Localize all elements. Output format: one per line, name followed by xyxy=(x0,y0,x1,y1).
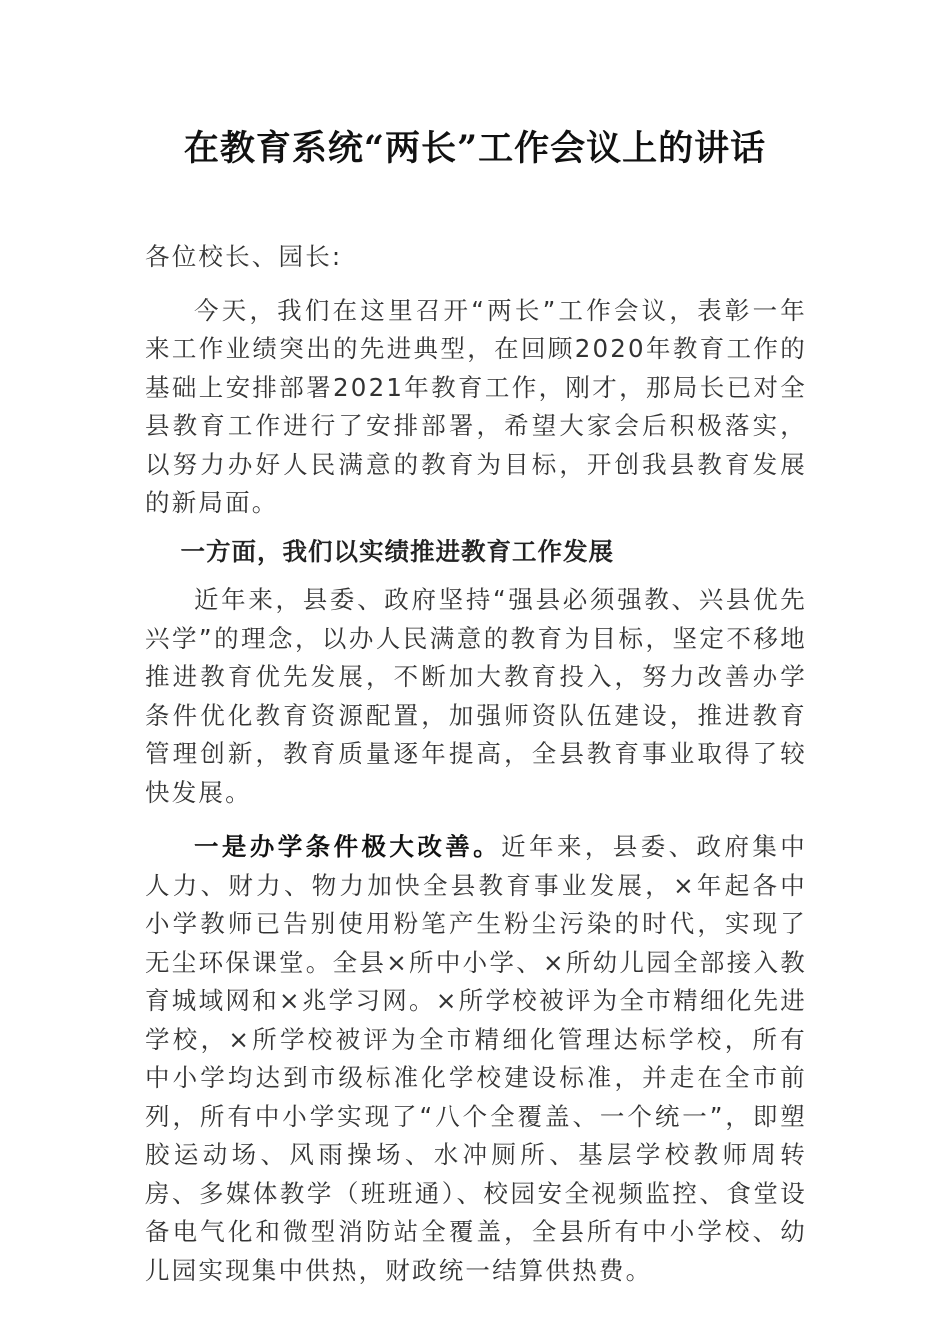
salutation: 各位校长、园长: xyxy=(145,242,343,271)
point-one-text: 近年来，县委、政府集中人力、财力、物力加快全县教育事业发展，×年起各中小学教师已告别使用粉笔产生粉尘污染的时代，实现了无尘环保课堂。全县×所中小学、×所幼儿园全部接入教育城域网和×兆学习网。×所学校被评为全市精细化先进学校，×所学校被评为全市精细化管理达标学校，所有中小学均达到市级标准化学校建设标准，并走在全市前列，所有中小学实现了“八个全覆盖、一个统一”，即塑胶运动场、风雨操场、水冲厕所、基层学校教师周转房、多媒体教学（班班通）、校园安全视频监控、食堂设备电气化和微型消防站全覆盖，全县所有中小学校、幼儿园实现集中供热，财政统一结算供热费。 xyxy=(145,832,807,1285)
point-one-lead: 一是办学条件极大改善。 xyxy=(194,832,502,861)
section-heading: 一方面，我们以实绩推进教育工作发展 xyxy=(180,536,615,566)
point-one-paragraph xyxy=(145,828,807,1290)
section-paragraph: 近年来，县委、政府坚持“强县必须强教、兴县优先兴学”的理念，以办人民满意的教育为目标，坚定不移地推进教育优先发展，不断加大教育投入，努力改善办学条件优化教育资源配置，加强师资队伍建设，推进教育管理创新，教育质量逐年提高，全县教育事业取得了较快发展。 xyxy=(145,585,807,807)
intro-paragraph: 今天，我们在这里召开“两长”工作会议，表彰一年来工作业绩突出的先进典型，在回顾2020年教育工作的基础上安排部署2021年教育工作，刚才，那局长已对全县教育工作进行了安排部署，希望大家会后积极落实，以努力办好人民满意的教育为目标，开创我县教育发展的新局面。 xyxy=(145,295,807,517)
document-title: 在教育系统“两长”工作会议上的讲话 xyxy=(183,128,767,169)
document-body xyxy=(145,238,807,1290)
